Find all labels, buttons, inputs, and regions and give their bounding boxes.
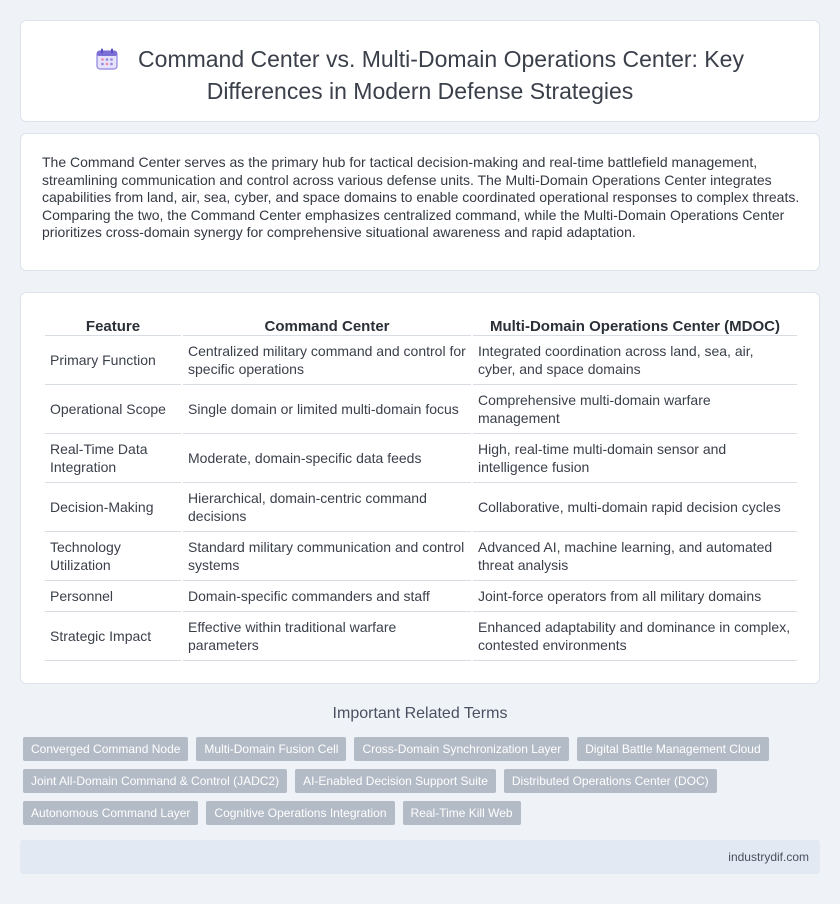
related-term-tag[interactable]: Distributed Operations Center (DOC) bbox=[504, 769, 717, 793]
feature-cell: Technology Utilization bbox=[45, 532, 181, 581]
feature-cell: Real-Time Data Integration bbox=[45, 434, 181, 483]
comparison-table bbox=[43, 313, 799, 661]
feature-cell: Decision-Making bbox=[45, 483, 181, 532]
table-header-row bbox=[45, 313, 797, 336]
feature-cell: Primary Function bbox=[45, 336, 181, 385]
command-center-cell: Single domain or limited multi-domain focus bbox=[183, 385, 471, 434]
command-center-cell: Hierarchical, domain-centric command decisions bbox=[183, 483, 471, 532]
table-row bbox=[45, 532, 797, 581]
title-line-2: Differences in Modern Defense Strategies bbox=[206, 78, 634, 104]
command-center-cell: Standard military communication and control systems bbox=[183, 532, 471, 581]
related-terms-list bbox=[23, 737, 803, 833]
intro-card bbox=[20, 133, 820, 271]
table-row bbox=[45, 483, 797, 532]
title-card bbox=[20, 20, 820, 122]
related-term-tag[interactable]: Converged Command Node bbox=[23, 737, 188, 761]
mdoc-cell: Advanced AI, machine learning, and automated threat analysis bbox=[473, 532, 797, 581]
mdoc-cell: High, real-time multi-domain sensor and intelligence fusion bbox=[473, 434, 797, 483]
title-line-1: Command Center vs. Multi-Domain Operations Center: Key bbox=[138, 46, 744, 72]
table-row bbox=[45, 581, 797, 612]
related-term-tag[interactable]: Digital Battle Management Cloud bbox=[577, 737, 768, 761]
related-term-tag[interactable]: Real-Time Kill Web bbox=[403, 801, 521, 825]
related-term-tag[interactable]: Multi-Domain Fusion Cell bbox=[196, 737, 346, 761]
related-term-tag[interactable]: Autonomous Command Layer bbox=[23, 801, 198, 825]
command-center-cell: Effective within traditional warfare parameters bbox=[183, 612, 471, 661]
table-row bbox=[45, 434, 797, 483]
mdoc-cell: Enhanced adaptability and dominance in complex, contested environments bbox=[473, 612, 797, 661]
command-center-cell: Centralized military command and control for specific operations bbox=[183, 336, 471, 385]
table-row bbox=[45, 336, 797, 385]
calendar-icon bbox=[96, 48, 118, 77]
header-mdoc: Multi-Domain Operations Center (MDOC) bbox=[473, 313, 797, 336]
intro-paragraph: The Command Center serves as the primary hub for tactical decision-making and real-time battlefield management, streamlining communication and control across various defense units. The Multi-Domain Operations Center integrates capabilities from land, air, sea, cyber, and space domains to enable coordinated operational responses to complex threats. Comparing the two, the Command Center emphasizes centralized command, while the Multi-Domain Operations Center prioritizes cross-domain synergy for comprehensive situational awareness and rapid adaptation. bbox=[42, 154, 800, 241]
command-center-cell: Domain-specific commanders and staff bbox=[183, 581, 471, 612]
table-row bbox=[45, 385, 797, 434]
table-row bbox=[45, 612, 797, 661]
mdoc-cell: Joint-force operators from all military domains bbox=[473, 581, 797, 612]
related-term-tag[interactable]: Cross-Domain Synchronization Layer bbox=[354, 737, 569, 761]
header-feature: Feature bbox=[45, 313, 181, 336]
command-center-cell: Moderate, domain-specific data feeds bbox=[183, 434, 471, 483]
header-command-center: Command Center bbox=[183, 313, 471, 336]
feature-cell: Strategic Impact bbox=[45, 612, 181, 661]
mdoc-cell: Comprehensive multi-domain warfare management bbox=[473, 385, 797, 434]
related-term-tag[interactable]: Cognitive Operations Integration bbox=[206, 801, 394, 825]
footer-site-link[interactable]: industrydif.com bbox=[728, 850, 809, 864]
mdoc-cell: Collaborative, multi-domain rapid decision cycles bbox=[473, 483, 797, 532]
related-terms-title: Important Related Terms bbox=[332, 705, 508, 722]
feature-cell: Operational Scope bbox=[45, 385, 181, 434]
mdoc-cell: Integrated coordination across land, sea, air, cyber, and space domains bbox=[473, 336, 797, 385]
footer-bar bbox=[20, 840, 820, 874]
feature-cell: Personnel bbox=[45, 581, 181, 612]
comparison-card bbox=[20, 292, 820, 684]
related-term-tag[interactable]: AI-Enabled Decision Support Suite bbox=[295, 769, 496, 793]
page-title bbox=[21, 45, 819, 106]
related-term-tag[interactable]: Joint All-Domain Command & Control (JADC2) bbox=[23, 769, 287, 793]
